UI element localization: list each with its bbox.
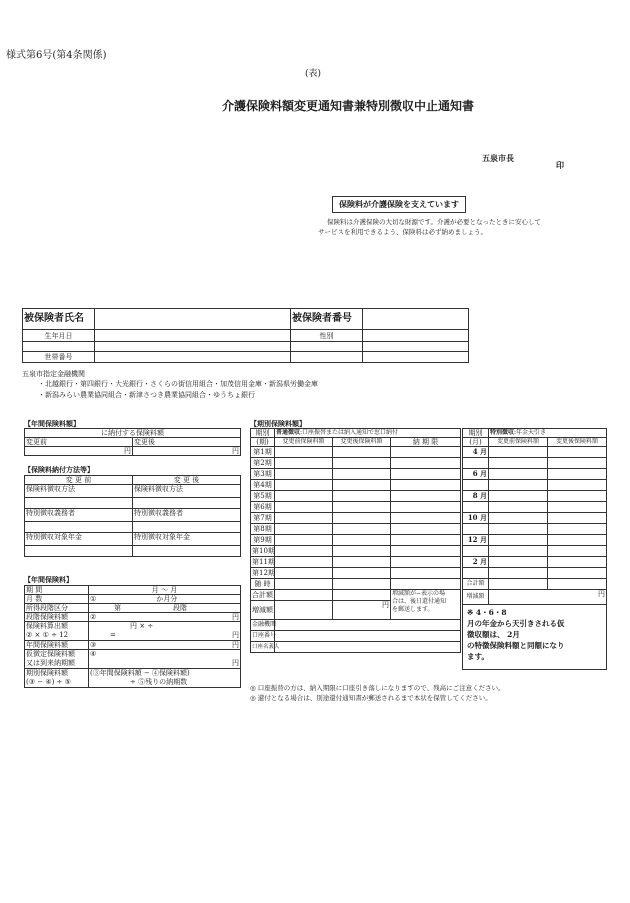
pm-row-after: 特別徴収義務者 — [133, 509, 241, 522]
months-unit: か月分 — [156, 595, 178, 603]
period-label: 第4期 — [251, 480, 275, 491]
extra-cell[interactable] — [333, 579, 391, 590]
pm-blank — [133, 498, 241, 509]
before-amount[interactable] — [275, 513, 333, 524]
before-amount[interactable] — [275, 491, 333, 502]
bank-label: 金融機関 — [251, 620, 275, 631]
col-period: 期別 — [251, 429, 275, 438]
month-blank — [489, 546, 548, 557]
due-date[interactable] — [391, 458, 461, 469]
month-row — [463, 469, 607, 480]
due-date[interactable] — [391, 568, 461, 579]
due-date[interactable] — [391, 535, 461, 546]
sex-label: 性別 — [291, 330, 363, 342]
before-amount[interactable] — [275, 546, 333, 557]
annual-value[interactable] — [89, 641, 241, 650]
month-blank — [489, 524, 548, 535]
month-blank — [463, 524, 489, 535]
extra-row-label: 合計額 — [252, 591, 273, 599]
annual-yen: 円 — [232, 641, 239, 649]
month-row — [463, 491, 607, 502]
sp-col-period: 期別 — [463, 429, 489, 438]
stage-label: 段階保険料額 — [25, 613, 89, 622]
spacer-cell — [363, 352, 469, 363]
sp-before-amount[interactable] — [489, 447, 548, 458]
asterisk-line1: ※ 4・6・8 — [467, 608, 507, 617]
month-blank-row — [463, 546, 607, 557]
after-amount[interactable] — [333, 502, 391, 513]
period-row — [251, 568, 461, 579]
period-row — [251, 447, 461, 458]
month-blank — [463, 458, 489, 469]
sp-after-amount[interactable] — [548, 557, 607, 568]
after-amount[interactable] — [333, 469, 391, 480]
col-period2: (期) — [251, 438, 275, 447]
before-amount[interactable] — [275, 502, 333, 513]
extra-cell[interactable] — [333, 590, 391, 601]
sp-after-amount[interactable] — [548, 469, 607, 480]
col-after: 変更後保険料額 — [333, 438, 391, 447]
month-blank — [463, 568, 489, 579]
extra-cell[interactable] — [275, 579, 333, 590]
before-amount[interactable] — [275, 568, 333, 579]
before-label: 変更前 — [25, 438, 133, 447]
income-suffix: 段階 — [173, 604, 187, 612]
due-date[interactable] — [391, 502, 461, 513]
col-ordinary-note: :口座振替または納入通知で窓口納付 — [300, 429, 399, 436]
due-date[interactable] — [391, 557, 461, 568]
form-number: 様式第6号(第4条関係) — [6, 50, 107, 61]
extra-row-label: 随 時 — [251, 579, 275, 590]
banks-title: 五泉市指定金融機関 — [22, 370, 85, 378]
due-date[interactable] — [391, 447, 461, 458]
month-blank — [548, 480, 607, 491]
sp-after-amount[interactable] — [548, 513, 607, 524]
period-label: 第10期 — [252, 547, 275, 555]
household-field[interactable] — [95, 352, 291, 363]
installment-note1: (③年間保険料額 − ④保険料額) — [90, 669, 190, 677]
mayor-label: 五泉市長 — [482, 153, 514, 163]
sp-note: :年金天引き — [514, 429, 547, 436]
spacer-cell — [291, 342, 363, 352]
month-blank — [548, 546, 607, 557]
before-amount[interactable] — [275, 535, 333, 546]
insured-info-table — [22, 308, 469, 363]
sp-col-after: 変更後保険料額 — [548, 438, 607, 447]
increase-note2: 合は、後日還付通知 — [392, 598, 447, 605]
month-blank-row — [463, 502, 607, 513]
month-blank-row — [463, 568, 607, 579]
period-row — [251, 480, 461, 491]
installment-value[interactable] — [89, 669, 241, 688]
face-label: (表) — [305, 69, 322, 79]
month-blank — [463, 502, 489, 513]
provisional-label-text: 仮徴定保険料額 — [26, 650, 75, 658]
installment-label-text: 期別保険料額 — [26, 669, 68, 677]
provisional-label — [25, 650, 89, 669]
month-blank — [463, 546, 489, 557]
sp-before-amount[interactable] — [489, 513, 548, 524]
month-blank — [489, 502, 548, 513]
sp-total-cell[interactable] — [548, 579, 607, 590]
sp-total-cell[interactable] — [489, 579, 548, 590]
month-label: 8 月 — [463, 491, 489, 502]
income-label: 所得段階区分 — [25, 604, 89, 613]
banks-line2: ・新潟みらい農業協同組合・新津さつき農業協同組合・ゆうちょ銀行 — [38, 391, 255, 399]
col-due: 納 期 限 — [391, 438, 461, 447]
month-blank — [548, 568, 607, 579]
before-amount[interactable] — [275, 447, 333, 458]
increase-note3: を郵送します。 — [392, 606, 434, 613]
spacer-cell — [95, 342, 291, 352]
month-blank — [489, 568, 548, 579]
after-amount[interactable] — [333, 513, 391, 524]
page-title: 介護保険料額変更通知書兼特別徴収中止通知書 — [222, 99, 475, 113]
insured-name-field[interactable] — [95, 309, 291, 330]
pm-row-before: 特別徴収義務者 — [25, 509, 133, 522]
insured-name-label: 被保険者氏名 — [23, 309, 95, 330]
birth-label: 生年月日 — [23, 330, 95, 342]
calc-eq: = — [110, 631, 116, 639]
period-row — [251, 546, 461, 557]
pm-row-before: 特別徴収対象年金 — [25, 533, 133, 546]
provisional-value[interactable] — [89, 650, 241, 669]
annual-calc-table — [24, 585, 241, 688]
after-amount[interactable] — [333, 491, 391, 502]
stage-yen: 円 — [232, 613, 239, 621]
increase-note1: 増減額が−表示の場 — [392, 590, 446, 597]
due-date[interactable] — [391, 480, 461, 491]
sp-after-amount[interactable] — [548, 535, 607, 546]
before-yen: 円 — [25, 447, 133, 456]
banner-line2: サービスを利用できるよう、保険料は必ず納めましょう。 — [318, 228, 487, 236]
after-label: 変更後 — [133, 438, 241, 447]
month-label: 6 月 — [463, 469, 489, 480]
month-row — [463, 535, 607, 546]
seal-mark: 印 — [556, 160, 564, 170]
month-label: 4 月 — [463, 447, 489, 458]
installment-label — [25, 669, 89, 688]
period-label: 第8期 — [251, 524, 275, 535]
months-no: ① — [90, 595, 97, 603]
footnote-1: ◎ 口座振替の方は、納入期限に口座引き落しになりますので、残高にご注意ください。 — [250, 684, 505, 692]
period-row — [251, 458, 461, 469]
after-amount[interactable] — [333, 557, 391, 568]
col-ordinary-title: 普通徴収 — [276, 429, 301, 436]
asterisk-line4: の特徴保険料額と同額になり — [467, 641, 565, 650]
due-date[interactable] — [391, 513, 461, 524]
annual-amount-header: 【年間保険料額】 — [24, 419, 80, 428]
account-name-field[interactable] — [275, 642, 461, 653]
pm-row-after: 特別徴収対象年金 — [133, 533, 241, 546]
col-ordinary — [275, 429, 461, 438]
period-row — [251, 513, 461, 524]
banner-title: 保険料が介護保険を支えています — [332, 196, 466, 213]
month-blank — [489, 458, 548, 469]
month-row — [463, 447, 607, 458]
account-name-label: 口座名義人 — [251, 642, 275, 653]
stage-value[interactable] — [89, 613, 241, 622]
pm-blank — [133, 522, 241, 533]
sp-title: 特別徴収 — [490, 429, 515, 436]
after-amount[interactable] — [333, 535, 391, 546]
increase-note — [391, 590, 461, 620]
calc-formula: ② × ① ÷ 12 — [26, 631, 69, 639]
extra-cell[interactable] — [275, 590, 333, 601]
month-blank — [548, 502, 607, 513]
calc-mid: 円 × ÷ — [130, 622, 154, 630]
payment-method-header: 【保険料納付方法等】 — [24, 465, 94, 474]
pm-row-after: 保険料徴収方法 — [133, 485, 241, 498]
asterisk-line2: 月の年金から天引きされる仮 — [467, 619, 565, 628]
bank-field[interactable] — [275, 620, 461, 631]
sp-after-amount[interactable] — [548, 491, 607, 502]
after-amount[interactable] — [333, 480, 391, 491]
before-amount[interactable] — [275, 480, 333, 491]
period-label: 第2期 — [251, 458, 275, 469]
period-label: 第3期 — [251, 469, 275, 480]
sp-increase-label: 増減額 — [463, 590, 489, 605]
asterisk-line3: 徴収額は、 2月 — [467, 630, 520, 639]
birth-field[interactable] — [95, 330, 291, 342]
period-row — [251, 557, 461, 568]
sp-col-before: 変更前保険料額 — [489, 438, 548, 447]
increase-label: 増減額 — [251, 601, 275, 620]
installment-formula: (③ − ④) ÷ ⑤ — [26, 678, 71, 686]
income-prefix: 第 — [114, 604, 121, 612]
pm-blank — [25, 522, 133, 533]
month-label: 10 月 — [463, 513, 489, 524]
period-label: 第6期 — [251, 502, 275, 513]
calc-label — [25, 622, 89, 641]
pm-after-header: 変 更 後 — [133, 476, 241, 485]
period-label: 第9期 — [251, 535, 275, 546]
due-date[interactable] — [391, 469, 461, 480]
period-row — [251, 524, 461, 535]
after-amount[interactable] — [333, 546, 391, 557]
before-amount[interactable] — [275, 557, 333, 568]
sp-total-label: 合計額 — [463, 579, 489, 590]
sp-before-amount[interactable] — [489, 557, 548, 568]
provisional-yen: 円 — [232, 659, 239, 667]
insured-number-field[interactable] — [363, 309, 469, 330]
special-collection-table — [462, 428, 607, 670]
pm-blank — [25, 498, 133, 509]
footnote-2: ◎ 還付となる場合は、別途還付通知書が郵送されるまで本状を保管してください。 — [250, 694, 492, 702]
pm-before-header: 変 更 前 — [25, 476, 133, 485]
sex-field[interactable] — [363, 330, 469, 342]
calc-value[interactable] — [89, 622, 241, 641]
due-date[interactable] — [391, 546, 461, 557]
after-amount[interactable] — [333, 568, 391, 579]
month-blank-row — [463, 480, 607, 491]
pm-row-before: 保険料徴収方法 — [25, 485, 133, 498]
month-row — [463, 557, 607, 568]
before-amount[interactable] — [275, 458, 333, 469]
annual-calc-header: 【年間保険料】 — [24, 575, 73, 584]
sp-after-amount[interactable] — [548, 447, 607, 458]
sp-col-title — [489, 429, 607, 438]
increase-cell[interactable] — [275, 601, 333, 620]
col-before: 変更前保険料額 — [275, 438, 333, 447]
spacer-cell — [291, 352, 363, 363]
calc-yen: 円 — [232, 631, 239, 639]
sp-before-amount[interactable] — [489, 491, 548, 502]
due-date[interactable] — [391, 491, 461, 502]
sp-before-amount[interactable] — [489, 469, 548, 480]
period-label: 期 間 — [25, 586, 89, 595]
months-label: 月 数 — [25, 595, 89, 604]
payment-method-table — [24, 475, 241, 557]
provisional-label-text2: 又は到来納期額 — [26, 659, 75, 667]
pm-blank — [25, 546, 133, 557]
period-row — [251, 535, 461, 546]
extra-cell[interactable] — [391, 579, 461, 590]
period-label: 第1期 — [251, 447, 275, 458]
pm-blank — [133, 546, 241, 557]
annual-no: ③ — [90, 641, 97, 649]
month-blank — [489, 480, 548, 491]
period-label: 第5期 — [251, 491, 275, 502]
account-no-label: 口座番号 — [251, 631, 275, 642]
household-label: 世帯番号 — [23, 352, 95, 363]
after-amount[interactable] — [333, 447, 391, 458]
after-yen: 円 — [133, 447, 241, 456]
asterisk-note — [463, 605, 607, 670]
annual-label: 年間保険料額 — [25, 641, 89, 650]
insured-number-label: 被保険者番号 — [291, 309, 363, 330]
account-no-field[interactable] — [275, 631, 461, 642]
provisional-no: ④ — [90, 650, 97, 658]
calc-label-text: 保険料算出額 — [26, 622, 68, 630]
month-label: 12 月 — [463, 535, 489, 546]
period-row — [251, 469, 461, 480]
increase-cell-yen: 円 — [333, 601, 391, 620]
after-amount[interactable] — [333, 524, 391, 535]
sp-col-month: (月) — [463, 438, 489, 447]
before-amount[interactable] — [275, 524, 333, 535]
sp-before-amount[interactable] — [489, 535, 548, 546]
after-amount[interactable] — [333, 458, 391, 469]
banks-line1: ・北越銀行・第四銀行・大光銀行・さくらの街信用組合・加茂信用金庫・新潟県労働金庫 — [38, 380, 318, 388]
stage-no: ② — [90, 613, 97, 621]
installment-note2: ÷ ⑤残りの納期数 — [130, 678, 188, 686]
due-date[interactable] — [391, 524, 461, 535]
installment-header: 【期別保険料額】 — [250, 419, 306, 428]
before-amount[interactable] — [275, 469, 333, 480]
annual-amount-table — [24, 428, 241, 456]
month-blank-row — [463, 524, 607, 535]
income-value[interactable] — [89, 604, 241, 613]
month-label: 2 月 — [463, 557, 489, 568]
ordinary-collection-table — [250, 428, 461, 653]
period-label: 第7期 — [251, 513, 275, 524]
spacer-cell — [363, 342, 469, 352]
period-label: 第11期 — [252, 558, 275, 566]
banner-line1: 保険料は介護保険の大切な財源です。介護が必要となったときに安心して — [327, 218, 541, 226]
months-value[interactable] — [89, 595, 241, 604]
month-blank — [548, 458, 607, 469]
sp-increase-cell[interactable]: 円 — [489, 590, 607, 605]
asterisk-line5: ます。 — [467, 652, 489, 661]
annual-amount-subheader: に納付する保険料額 — [25, 429, 241, 438]
period-row — [251, 491, 461, 502]
period-value[interactable]: 月 〜 月 — [89, 586, 241, 595]
spacer-cell — [23, 342, 95, 352]
month-row — [463, 513, 607, 524]
month-blank — [548, 524, 607, 535]
month-blank-row — [463, 458, 607, 469]
period-label: 第12期 — [252, 569, 275, 577]
period-row — [251, 502, 461, 513]
month-blank — [463, 480, 489, 491]
